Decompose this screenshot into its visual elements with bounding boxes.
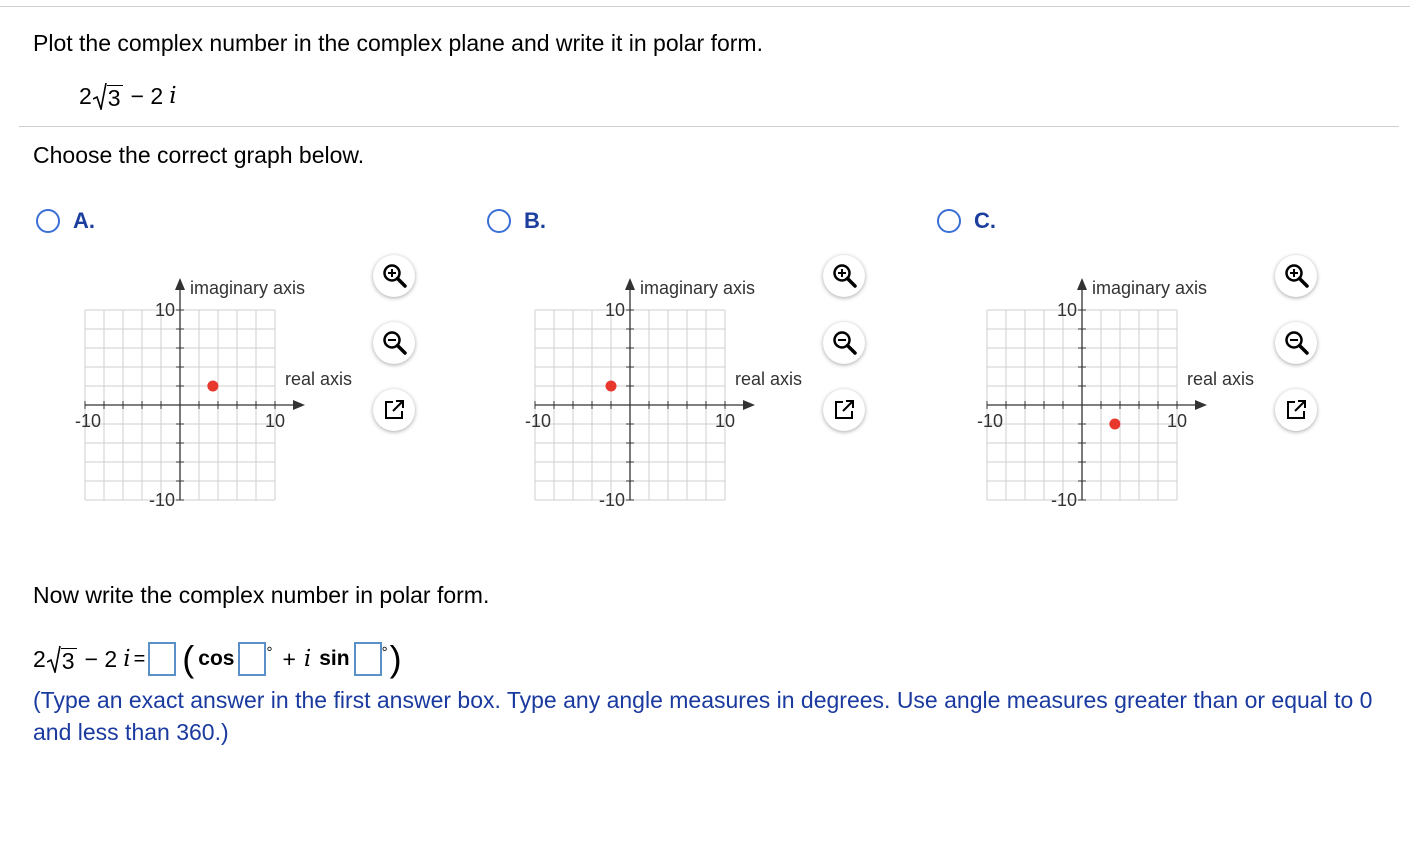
expand-icon[interactable] xyxy=(1275,389,1317,431)
real-axis-arrow xyxy=(743,400,755,410)
section-divider xyxy=(19,126,1399,127)
sin-i: i xyxy=(303,646,312,672)
question-text: Plot the complex number in the complex plane and write it in polar form. xyxy=(33,30,763,56)
open-paren: ( xyxy=(182,638,195,679)
zoom-out-icon[interactable] xyxy=(1275,322,1317,364)
imag-tick-label: -10 xyxy=(598,490,625,510)
degree-symbol: ° xyxy=(381,644,388,661)
imaginary-axis-label: imaginary axis xyxy=(190,278,306,298)
imag-tick-label: 10 xyxy=(1056,300,1077,320)
expand-icon[interactable] xyxy=(823,389,865,431)
imag-tick-label: -10 xyxy=(1050,490,1077,510)
expr-i: i xyxy=(169,83,177,109)
degree-symbol: ° xyxy=(266,644,273,661)
complex-plane xyxy=(65,270,370,510)
plotted-point xyxy=(207,381,218,392)
expand-icon[interactable] xyxy=(373,389,415,431)
close-paren: ) xyxy=(389,638,402,679)
graph-b xyxy=(515,270,820,510)
option-c[interactable] xyxy=(937,208,996,234)
expr-coef: 2 xyxy=(79,82,92,109)
complex-plane xyxy=(515,270,820,510)
sin-label: sin xyxy=(319,647,350,670)
option-a[interactable] xyxy=(36,208,95,234)
imaginary-axis-label: imaginary axis xyxy=(640,278,756,298)
imag-tick-label: -10 xyxy=(148,490,175,510)
imaginary-axis-label: imaginary axis xyxy=(1092,278,1208,298)
radio-b[interactable] xyxy=(487,209,511,233)
radio-c[interactable] xyxy=(937,209,961,233)
real-tick-label: -10 xyxy=(524,411,552,431)
plotted-point xyxy=(606,381,617,392)
imaginary-axis-arrow xyxy=(625,278,635,290)
complex-number-expression xyxy=(79,82,177,110)
real-tick-label: 10 xyxy=(1166,411,1188,431)
zoom-out-icon[interactable] xyxy=(823,322,865,364)
option-c-label: C. xyxy=(974,208,996,233)
real-axis-label: real axis xyxy=(285,369,353,389)
sin-angle-input[interactable] xyxy=(354,642,382,676)
sqrt-symbol xyxy=(93,82,123,110)
graph-a xyxy=(65,270,370,510)
instructions-text: (Type an exact answer in the first answer box. Type any angle measures in degrees. Use angle measures greater than or equal to 0 and less than 360.) xyxy=(33,687,1373,745)
real-axis-label: real axis xyxy=(1187,369,1255,389)
real-tick-label: 10 xyxy=(264,411,286,431)
lhs-i: i xyxy=(123,646,131,672)
imaginary-axis-arrow xyxy=(1077,278,1087,290)
lhs-rest: − 2 xyxy=(84,645,118,672)
option-a-label: A. xyxy=(73,208,95,233)
real-tick-label: 10 xyxy=(714,411,736,431)
zoom-in-icon[interactable] xyxy=(373,255,415,297)
plus-sign: + xyxy=(282,645,296,672)
choose-prompt: Choose the correct graph below. xyxy=(33,142,365,168)
complex-plane xyxy=(967,270,1272,510)
option-b[interactable] xyxy=(487,208,546,234)
modulus-input[interactable] xyxy=(148,642,176,676)
lhs-coef: 2 xyxy=(33,645,46,672)
answer-row xyxy=(33,638,402,679)
lhs-radicand: 3 xyxy=(61,648,75,674)
real-axis-arrow xyxy=(1195,400,1207,410)
real-tick-label: -10 xyxy=(74,411,102,431)
zoom-out-icon[interactable] xyxy=(373,322,415,364)
real-tick-label: -10 xyxy=(976,411,1004,431)
real-axis-arrow xyxy=(293,400,305,410)
polar-prompt: Now write the complex number in polar form. xyxy=(33,582,490,608)
plotted-point xyxy=(1109,419,1120,430)
graph-c xyxy=(967,270,1272,510)
option-b-label: B. xyxy=(524,208,546,233)
zoom-in-icon[interactable] xyxy=(823,255,865,297)
imag-tick-label: 10 xyxy=(604,300,625,320)
cos-label: cos xyxy=(198,647,235,670)
radio-a[interactable] xyxy=(36,209,60,233)
real-axis-label: real axis xyxy=(735,369,803,389)
equals-sign: = xyxy=(133,647,146,670)
lhs-sqrt-symbol xyxy=(47,645,77,673)
imag-tick-label: 10 xyxy=(154,300,175,320)
expr-rest: − 2 xyxy=(130,82,164,109)
expr-radicand: 3 xyxy=(107,85,121,111)
cos-angle-input[interactable] xyxy=(238,642,266,676)
top-divider xyxy=(0,6,1410,7)
zoom-in-icon[interactable] xyxy=(1275,255,1317,297)
imaginary-axis-arrow xyxy=(175,278,185,290)
